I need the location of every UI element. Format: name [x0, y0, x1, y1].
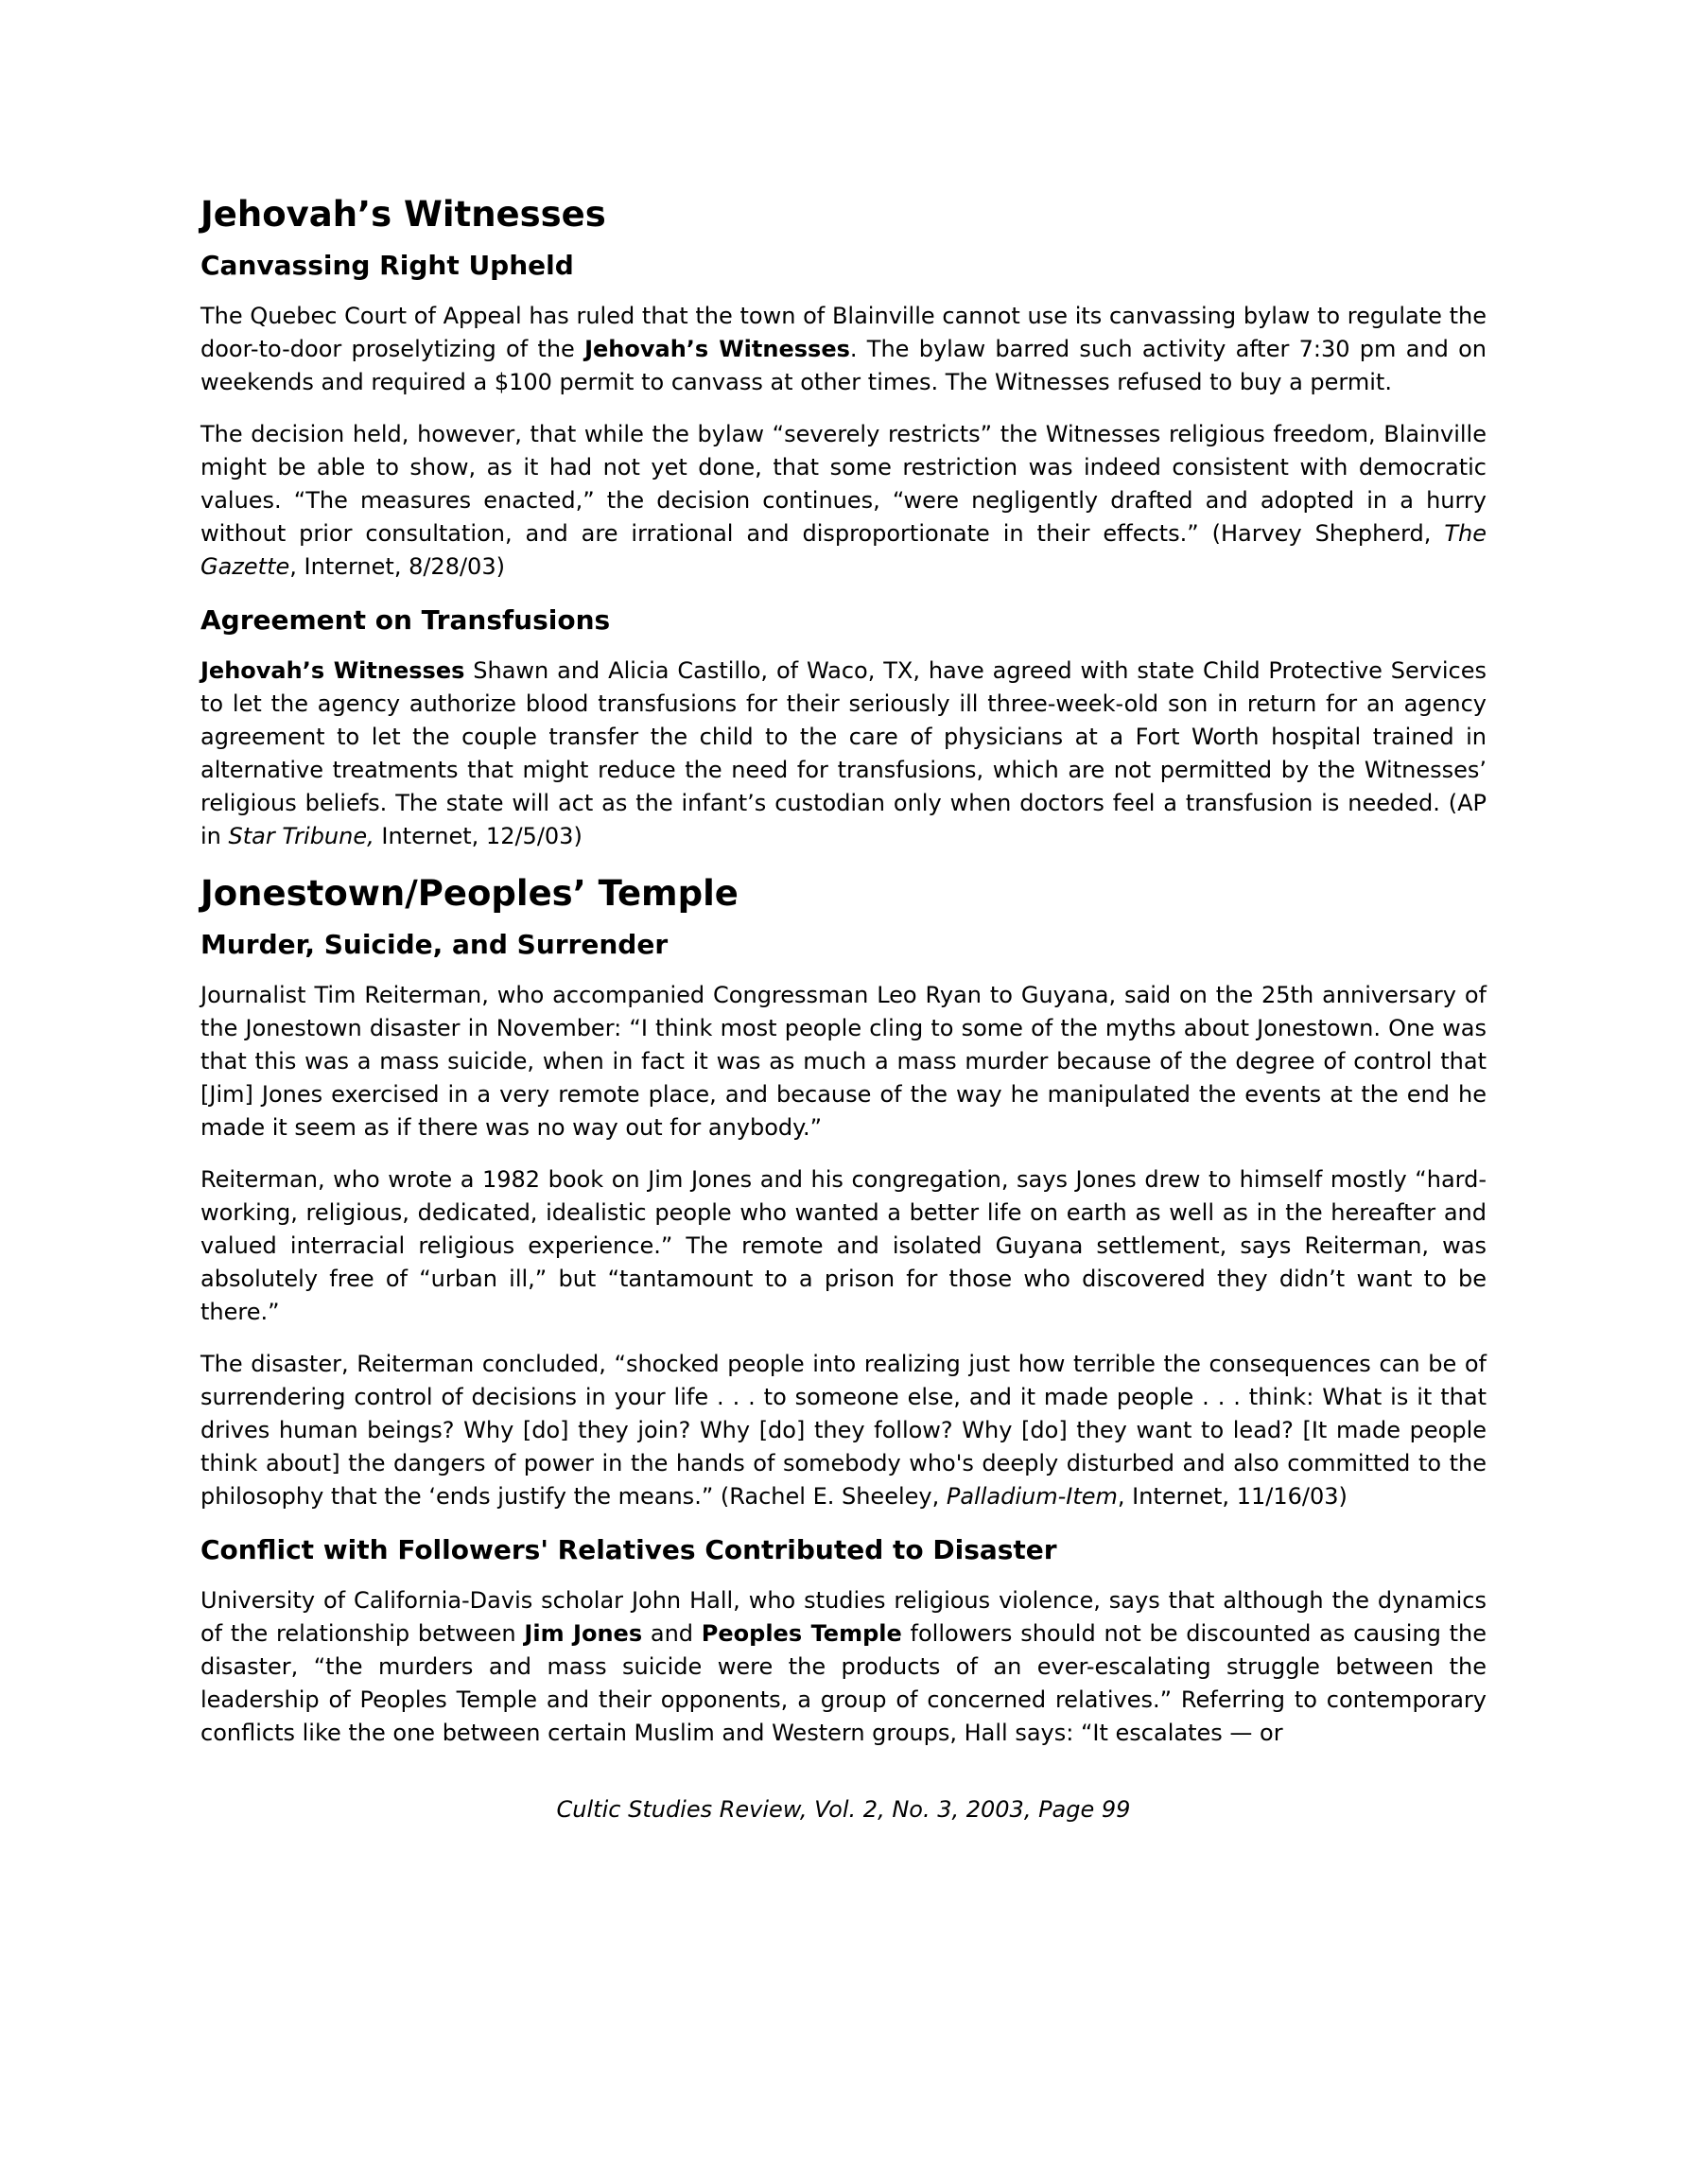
- article-heading-murder-suicide-surrender: Murder, Suicide, and Surrender: [200, 929, 669, 960]
- section-jehovahs-witnesses: [200, 193, 1487, 853]
- paragraph-jonestown-1: Journalist Tim Reiterman, who accompanied Congressman Leo Ryan to Guyana, said on the 25th anniversary of the Jonestown disaster in November: “I think most people cling to some of the myths about Jonestown. One was that this was a mass suicide, when in fact it was as much a mass murder because of the degree of control that [Jim] Jones exercised in a very remote place, and because of the way he manipulated the events at the end he made it seem as if there was no way out for anybody.”: [200, 982, 1487, 1141]
- paragraph-canvassing-2: The decision held, however, that while the bylaw “severely restricts” the Witnesses religious freedom, Blainville might be able to show, as it had not yet done, that some restriction was indeed consistent with democratic values. “The measures enacted,” the decision continues, “were negligently drafted and adopted in a hurry without prior consultation, and are irrational and disproportionate in their effects.” (Harvey Shepherd, The Gazette, Internet, 8/28/03): [200, 421, 1487, 580]
- page-footer-citation: Cultic Studies Review, Vol. 2, No. 3, 2003, Page 99: [556, 1796, 1131, 1823]
- section-title-jehovahs-witnesses: Jehovah’s Witnesses: [200, 194, 606, 235]
- paragraph-transfusions-1: Jehovah’s Witnesses Shawn and Alicia Castillo, of Waco, TX, have agreed with state Child Protective Services to let the agency authorize blood transfusions for their seriously ill three-week-old son in return for an agency agreement to let the couple transfer the child to the care of physicians at a Fort Worth hospital trained in alternative treatments that might reduce the need for transfusions, which are not permitted by the Witnesses’ religious beliefs. The state will act as the infant’s custodian only when doctors feel a transfusion is needed. (AP in Star Tribune, Internet, 12/5/03): [200, 657, 1487, 849]
- paragraph-conflict-1: University of California-Davis scholar John Hall, who studies religious violence, says that although the dynamics of the relationship between Jim Jones and Peoples Temple followers should not be discounted as causing the disaster, “the murders and mass suicide were the products of an ever-escalating struggle between the leadership of Peoples Temple and their opponents, a group of concerned relatives.” Referring to contemporary conflicts like the one between certain Muslim and Western groups, Hall says: “It escalates — or: [200, 1587, 1487, 1746]
- article-heading-conflict-with-relatives: Conflict with Followers' Relatives Contributed to Disaster: [200, 1534, 1057, 1565]
- page-content: [200, 0, 1487, 1826]
- section-title-jonestown-peoples-temple: Jonestown/Peoples’ Temple: [200, 873, 739, 914]
- paragraph-canvassing-1: The Quebec Court of Appeal has ruled that the town of Blainville cannot use its canvassing bylaw to regulate the door-to-door proselytizing of the Jehovah’s Witnesses. The bylaw barred such activity after 7:30 pm and on weekends and required a $100 permit to canvass at other times. The Witnesses refused to buy a permit.: [200, 303, 1487, 395]
- article-heading-canvassing-right-upheld: Canvassing Right Upheld: [200, 250, 574, 281]
- paragraph-jonestown-2: Reiterman, who wrote a 1982 book on Jim Jones and his congregation, says Jones drew to himself mostly “hard-working, religious, dedicated, idealistic people who wanted a better life on earth as well as in the hereafter and valued interracial religious experience.” The remote and isolated Guyana settlement, says Reiterman, was absolutely free of “urban ill,” but “tantamount to a prison for those who discovered they didn’t want to be there.”: [200, 1166, 1487, 1325]
- paragraph-jonestown-3: The disaster, Reiterman concluded, “shocked people into realizing just how terrible the consequences can be of surrendering control of decisions in your life . . . to someone else, and it made people . . . think: What is it that drives human beings? Why [do] they join? Why [do] they follow? Why [do] they want to lead? [It made people think about] the dangers of power in the hands of somebody who's deeply disturbed and also committed to the philosophy that the ‘ends justify the means.” (Rachel E. Sheeley, Palladium-Item, Internet, 11/16/03): [200, 1351, 1487, 1510]
- section-jonestown-peoples-temple: [200, 872, 1487, 1750]
- article-heading-agreement-on-transfusions: Agreement on Transfusions: [200, 604, 611, 636]
